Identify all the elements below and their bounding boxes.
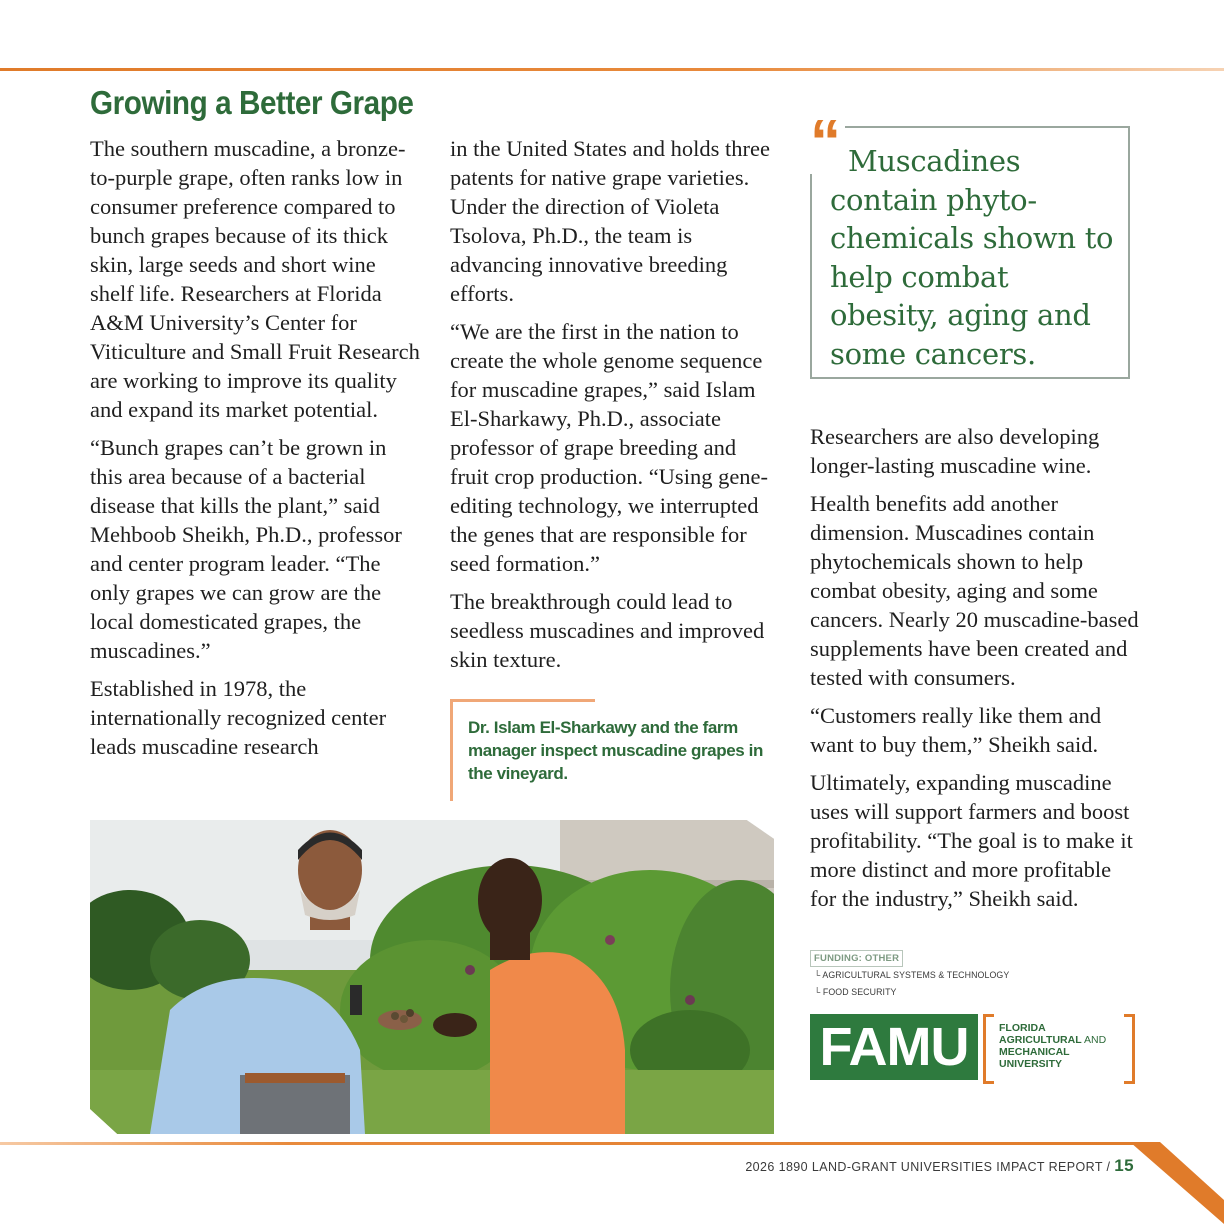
logo-line: MECHANICAL [999,1046,1070,1058]
logo-line: AGRICULTURAL [999,1034,1082,1046]
pull-quote-text: Muscadines contain phyto-chemicals shown to help combat obesity, aging and some cancers. [830,144,1114,371]
paragraph: “Bunch grapes can’t be grown in this area because of a bacterial disease that kills the plant,” said Mehboob Sheikh, Ph.D., professor and center program leader. “The only grapes we can grow are the local domesticated grapes, the muscadines.” [90,435,402,663]
column-1 [90,134,420,770]
column-3 [810,422,1140,922]
caption-rule [450,699,595,702]
paragraph: Health benefits add another dimension. Muscadines contain phytochemicals shown to help combat obesity, aging and some cancers. Nearly 20 muscadine-based supplements have been created and tested with consumers. [810,491,1139,690]
report-title: 2026 1890 LAND-GRANT UNIVERSITIES IMPACT REPORT [745,1160,1103,1174]
photo-caption: Dr. Islam El-Sharkawy and the farm manager inspect muscadine grapes in the vineyard. [468,718,763,783]
logo-line: AND [1081,1034,1107,1046]
bottom-rule [0,1142,1160,1145]
logo-line: FLORIDA [999,1022,1046,1034]
column-2 [450,134,780,683]
page-number: 15 [1114,1156,1134,1175]
famu-university-name [999,1022,1106,1070]
famu-logo: FAMU [810,1014,978,1080]
footer-separator: / [1102,1160,1115,1174]
logo-bracket [983,1014,994,1084]
paragraph: “We are the first in the nation to create the whole genome sequence for muscadine grapes,” said Islam El-Sharkawy, Ph.D., associate professor of grape breeding and fruit crop production. “Using gene-editing technology, we interrupted the genes that are responsible for seed formation.” [450,319,769,576]
paragraph: Ultimately, expanding muscadine uses will support farmers and boost profitability. “The goal is to make it more distinct and more profitable for the industry,” Sheikh said. [810,770,1133,911]
paragraph: “Customers really like them and want to buy them,” Sheikh said. [810,703,1102,757]
quote-mark-icon: “ [808,112,845,174]
paragraph: The southern muscadine, a bronze-to-purple grape, often ranks low in consumer preference compared to bunch grapes because of its thick skin, large seeds and short wine shelf life. Researchers at Florida A&M University’s Center for Viticulture and Small Fruit Research are working to improve its quality and expand its market potential. [90,136,420,422]
paragraph: Established in 1978, the internationally recognized center leads muscadine research [90,676,387,759]
paragraph: in the United States and holds three patents for native grape varieties. Under the direction of Violeta Tsolova, Ph.D., the team is advancing innovative breeding efforts. [450,136,770,306]
top-rule [0,68,1224,71]
funding-item: └ FOOD SECURITY [814,987,897,997]
logo-bracket [1124,1014,1135,1084]
caption-rule [450,699,453,801]
funding-tag: FUNDING: OTHER [810,950,903,967]
paragraph: Researchers are also developing longer-lasting muscadine wine. [810,424,1100,478]
article-title: Growing a Better Grape [90,84,414,121]
funding-item: └ AGRICULTURAL SYSTEMS & TECHNOLOGY [814,970,1010,980]
paragraph: The breakthrough could lead to seedless muscadines and improved skin texture. [450,589,765,672]
vineyard-photo [90,820,774,1134]
corner-accent [1130,1142,1224,1224]
logo-line: UNIVERSITY [999,1058,1063,1070]
page-footer [745,1156,1134,1176]
